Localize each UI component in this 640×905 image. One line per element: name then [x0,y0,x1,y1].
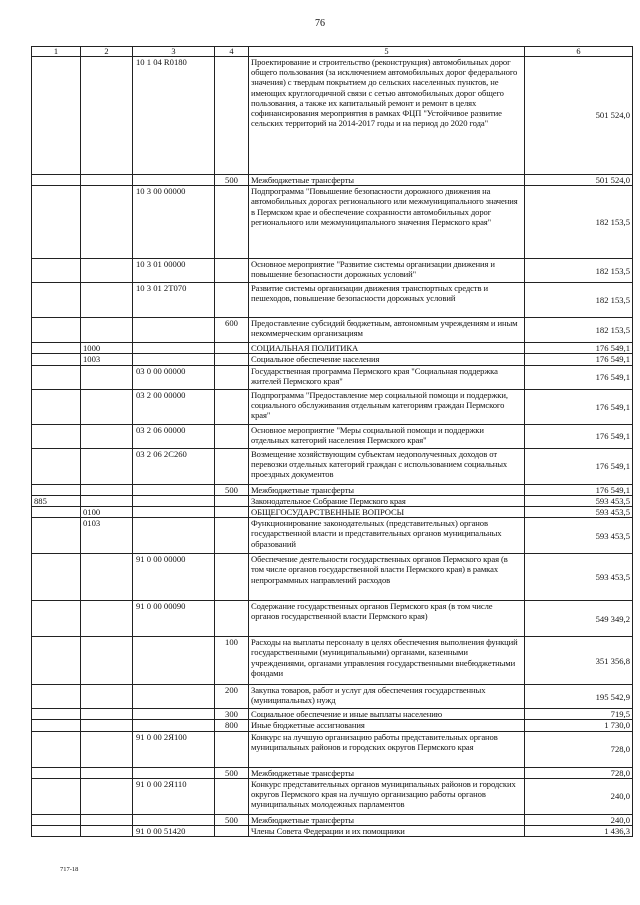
table-row [32,731,633,767]
header-cell: 6 [525,47,633,57]
target-article-cell [133,495,215,506]
table-row [32,365,633,389]
expense-type-cell: 800 [215,720,249,731]
table-row [32,826,633,837]
description-cell: Межбюджетные трансферты [249,175,525,186]
expense-type-cell: 100 [215,637,249,685]
organization-code-cell [32,259,81,283]
table-row [32,720,633,731]
table-row [32,767,633,778]
amount-cell: 719,5 [525,709,633,720]
expense-type-cell: 500 [215,175,249,186]
expense-type-cell: 500 [215,484,249,495]
header-cell: 5 [249,47,525,57]
target-article-cell: 91 0 00 2Я100 [133,731,215,767]
target-article-cell: 10 1 04 R0180 [133,57,215,175]
section-code-cell [81,365,133,389]
target-article-cell [133,518,215,554]
section-code-cell: 0100 [81,507,133,518]
expense-type-cell [215,495,249,506]
description-cell: Функционирование законодательных (представительных) органов государственной власти и представительных органов муниципальных образований [249,518,525,554]
table-row [32,484,633,495]
expense-type-cell: 300 [215,709,249,720]
table-row [32,448,633,484]
organization-code-cell [32,637,81,685]
section-code-cell [81,424,133,448]
table-row [32,318,633,343]
description-cell: Развитие системы организации движения транспортных средств и пешеходов, повышение безопасности дорожных условий [249,283,525,318]
organization-code-cell [32,186,81,259]
description-cell: Предоставление субсидий бюджетным, автономным учреждениям и иным некоммерческим организациям [249,318,525,343]
expense-type-cell [215,731,249,767]
target-article-cell: 10 3 01 2Т070 [133,283,215,318]
expense-type-cell: 500 [215,767,249,778]
section-code-cell [81,637,133,685]
organization-code-cell [32,283,81,318]
section-code-cell [81,495,133,506]
organization-code-cell [32,448,81,484]
organization-code-cell [32,767,81,778]
section-code-cell [81,685,133,709]
amount-cell: 593 453,5 [525,507,633,518]
organization-code-cell [32,507,81,518]
amount-cell: 176 549,1 [525,448,633,484]
header-cell: 4 [215,47,249,57]
target-article-cell: 10 3 01 00000 [133,259,215,283]
description-cell: Обеспечение деятельности государственных органов Пермского края (в том числе органов государственной власти Пермского края) в рамках непрограммных направлений расходов [249,554,525,601]
organization-code-cell [32,685,81,709]
expense-type-cell: 200 [215,685,249,709]
description-cell: Социальное обеспечение населения [249,354,525,365]
amount-cell: 176 549,1 [525,354,633,365]
target-article-cell: 10 3 00 00000 [133,186,215,259]
table-row [32,814,633,825]
table-row [32,637,633,685]
amount-cell: 182 153,5 [525,186,633,259]
amount-cell: 728,0 [525,731,633,767]
expense-type-cell [215,507,249,518]
amount-cell: 593 453,5 [525,518,633,554]
section-code-cell [81,601,133,637]
target-article-cell: 03 0 00 00000 [133,365,215,389]
document-code: 717-18 [60,866,79,873]
expense-type-cell [215,259,249,283]
section-code-cell [81,720,133,731]
organization-code-cell [32,731,81,767]
table-row [32,424,633,448]
section-code-cell [81,283,133,318]
organization-code-cell [32,814,81,825]
expense-type-cell [215,365,249,389]
amount-cell: 549 349,2 [525,601,633,637]
target-article-cell: 03 2 06 2С260 [133,448,215,484]
amount-cell: 593 453,5 [525,554,633,601]
organization-code-cell [32,601,81,637]
table-row [32,354,633,365]
section-code-cell [81,778,133,814]
target-article-cell [133,637,215,685]
target-article-cell: 03 2 06 00000 [133,424,215,448]
section-code-cell [81,57,133,175]
target-article-cell [133,709,215,720]
page-number: 76 [315,18,325,29]
description-cell: Межбюджетные трансферты [249,767,525,778]
organization-code-cell [32,175,81,186]
table-row [32,57,633,175]
table-row [32,283,633,318]
amount-cell: 240,0 [525,778,633,814]
expense-type-cell [215,601,249,637]
table-row [32,685,633,709]
organization-code-cell [32,354,81,365]
description-cell: ОБЩЕГОСУДАРСТВЕННЫЕ ВОПРОСЫ [249,507,525,518]
table-row [32,175,633,186]
table-row [32,343,633,354]
organization-code-cell [32,778,81,814]
table-header-row [32,47,633,57]
description-cell: Конкурс на лучшую организацию работы представительных органов муниципальных районов и городских округов Пермского края [249,731,525,767]
description-cell: Межбюджетные трансферты [249,814,525,825]
organization-code-cell [32,318,81,343]
organization-code-cell [32,343,81,354]
section-code-cell [81,731,133,767]
header-cell: 1 [32,47,81,57]
target-article-cell [133,318,215,343]
target-article-cell [133,484,215,495]
target-article-cell: 91 0 00 00090 [133,601,215,637]
table-row [32,709,633,720]
amount-cell: 176 549,1 [525,343,633,354]
section-code-cell: 0103 [81,518,133,554]
description-cell: Конкурс представительных органов муниципальных районов и городских округов Пермского края на лучшую организацию работы органов муниципальных молодежных парламентов [249,778,525,814]
amount-cell: 176 549,1 [525,389,633,424]
description-cell: Межбюджетные трансферты [249,484,525,495]
organization-code-cell [32,389,81,424]
section-code-cell [81,448,133,484]
description-cell: СОЦИАЛЬНАЯ ПОЛИТИКА [249,343,525,354]
expense-type-cell [215,283,249,318]
target-article-cell [133,175,215,186]
expense-type-cell [215,57,249,175]
amount-cell: 1 436,3 [525,826,633,837]
organization-code-cell [32,424,81,448]
target-article-cell [133,720,215,731]
description-cell: Закупка товаров, работ и услуг для обеспечения государственных (муниципальных) нужд [249,685,525,709]
description-cell: Подпрограмма "Повышение безопасности дорожного движения на автомобильных дорогах регионального или межмуниципального значения в Пермском крае и обеспечение сохранности автомобильных дорог регионального или межмуниципального значения Пермского края" [249,186,525,259]
section-code-cell [81,767,133,778]
organization-code-cell [32,826,81,837]
amount-cell: 176 549,1 [525,365,633,389]
target-article-cell [133,814,215,825]
amount-cell: 195 542,9 [525,685,633,709]
table-row [32,186,633,259]
target-article-cell [133,354,215,365]
amount-cell: 176 549,1 [525,424,633,448]
expense-type-cell [215,778,249,814]
organization-code-cell [32,709,81,720]
section-code-cell [81,826,133,837]
section-code-cell [81,186,133,259]
organization-code-cell: 885 [32,495,81,506]
section-code-cell [81,814,133,825]
organization-code-cell [32,554,81,601]
section-code-cell [81,389,133,424]
expense-type-cell: 600 [215,318,249,343]
section-code-cell: 1003 [81,354,133,365]
amount-cell: 240,0 [525,814,633,825]
description-cell: Основное мероприятие "Развитие системы организации движения и повышение безопасности дорожных условий" [249,259,525,283]
expense-type-cell [215,354,249,365]
target-article-cell [133,507,215,518]
amount-cell: 182 153,5 [525,259,633,283]
table-row [32,495,633,506]
description-cell: Законодательное Собрание Пермского края [249,495,525,506]
section-code-cell [81,484,133,495]
expense-type-cell [215,389,249,424]
section-code-cell [81,709,133,720]
target-article-cell: 91 0 00 2Я110 [133,778,215,814]
expense-type-cell [215,518,249,554]
section-code-cell [81,175,133,186]
target-article-cell [133,343,215,354]
description-cell: Иные бюджетные ассигнования [249,720,525,731]
table-row [32,601,633,637]
table-row [32,389,633,424]
section-code-cell: 1000 [81,343,133,354]
target-article-cell [133,767,215,778]
target-article-cell: 91 0 00 51420 [133,826,215,837]
amount-cell: 501 524,0 [525,175,633,186]
table-row [32,518,633,554]
organization-code-cell [32,484,81,495]
expense-type-cell [215,343,249,354]
amount-cell: 176 549,1 [525,484,633,495]
budget-table [31,46,633,837]
organization-code-cell [32,518,81,554]
amount-cell: 1 730,0 [525,720,633,731]
amount-cell: 501 524,0 [525,57,633,175]
description-cell: Возмещение хозяйствующим субъектам недополученных доходов от перевозки отдельных категорий граждан с использованием социальных проездных документов [249,448,525,484]
table-row [32,259,633,283]
amount-cell: 182 153,5 [525,283,633,318]
section-code-cell [81,554,133,601]
section-code-cell [81,259,133,283]
expense-type-cell: 500 [215,814,249,825]
section-code-cell [81,318,133,343]
organization-code-cell [32,365,81,389]
description-cell: Расходы на выплаты персоналу в целях обеспечения выполнения функций государственными (муниципальными) органами, казенными учреждениями, органами управления государственными внебюджетными фондами [249,637,525,685]
description-cell: Проектирование и строительство (реконструкция) автомобильных дорог общего пользования (за исключением автомобильных дорог федерального значения) с твердым покрытием до сельских населенных пунктов, не имеющих круглогодичной связи с сетью автомобильных дорог общего пользования, а также их капитальный ремонт и ремонт в целях софинансирования мероприятия в рамках ФЦП "Устойчивое развитие сельских территорий на 2014-2017 годы и на период до 2020 года" [249,57,525,175]
table-row [32,507,633,518]
description-cell: Государственная программа Пермского края "Социальная поддержка жителей Пермского края" [249,365,525,389]
expense-type-cell [215,554,249,601]
header-cell: 2 [81,47,133,57]
amount-cell: 182 153,5 [525,318,633,343]
expense-type-cell [215,186,249,259]
table-row [32,554,633,601]
expense-type-cell [215,448,249,484]
description-cell: Члены Совета Федерации и их помощники [249,826,525,837]
table-row [32,778,633,814]
amount-cell: 351 356,8 [525,637,633,685]
description-cell: Содержание государственных органов Пермского края (в том числе органов государственной власти Пермского края) [249,601,525,637]
organization-code-cell [32,720,81,731]
amount-cell: 593 453,5 [525,495,633,506]
organization-code-cell [32,57,81,175]
description-cell: Основное мероприятие "Меры социальной помощи и поддержки отдельных категорий населения Пермского края" [249,424,525,448]
description-cell: Социальное обеспечение и иные выплаты населению [249,709,525,720]
target-article-cell [133,685,215,709]
description-cell: Подпрограмма "Предоставление мер социальной помощи и поддержки, социального обслуживания отдельным категориям граждан Пермского края" [249,389,525,424]
expense-type-cell [215,826,249,837]
target-article-cell: 03 2 00 00000 [133,389,215,424]
expense-type-cell [215,424,249,448]
amount-cell: 728,0 [525,767,633,778]
target-article-cell: 91 0 00 00000 [133,554,215,601]
header-cell: 3 [133,47,215,57]
